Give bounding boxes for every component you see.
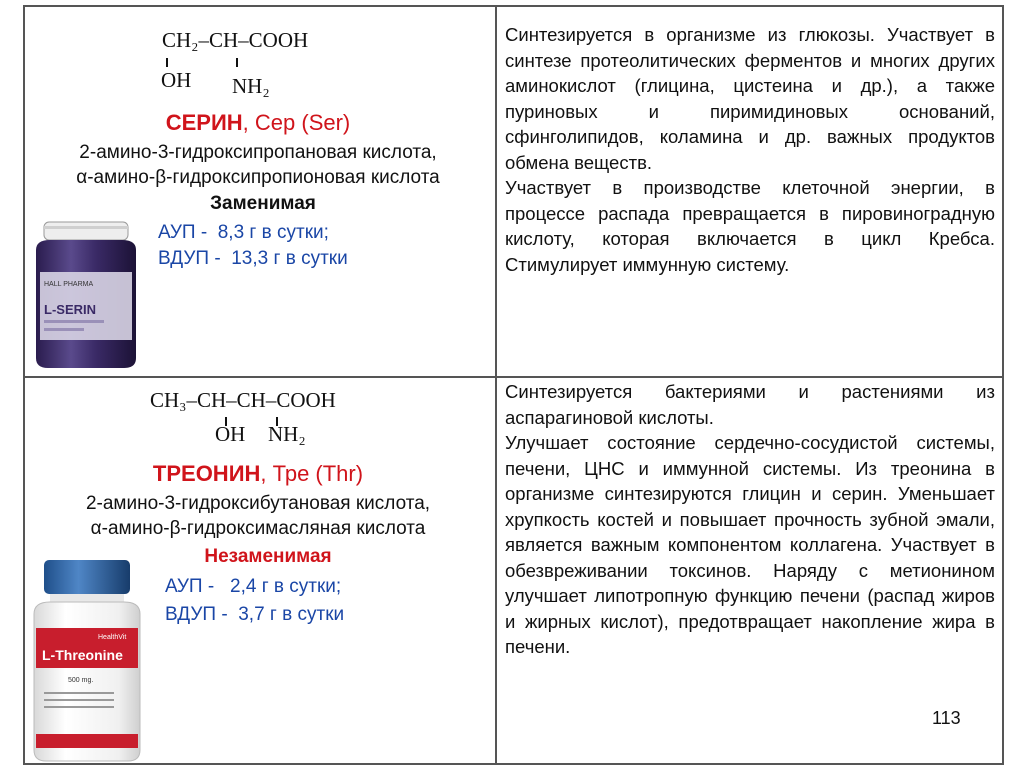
threonine-name <box>23 461 493 487</box>
threonine-name-short: , Тре (Thr) <box>260 461 364 486</box>
serine-jar-label: L-SERIN <box>44 302 96 317</box>
serine-synonym-2: α-амино-β-гидроксипропионовая кислота <box>76 167 440 188</box>
serine-jar-image <box>30 220 142 370</box>
serine-name <box>23 110 493 136</box>
serine-dose-aup: АУП - 8,3 г в сутки; <box>158 222 329 243</box>
threonine-jar-label: L-Threonine <box>42 647 123 663</box>
serine-oh-group: OH <box>161 68 192 92</box>
bond-tick <box>166 58 168 67</box>
serine-synonym-1: 2-амино-3-гидроксипропановая кислота, <box>79 142 437 163</box>
threonine-description-paragraph: Синтезируется бактериями и растениями из аспарагиновой кислоты. <box>505 381 995 428</box>
threonine-essentiality: Незаменимая <box>204 546 332 567</box>
column-divider <box>495 5 497 765</box>
threonine-jar-dose: 500 mg. <box>68 677 94 684</box>
bond-tick <box>236 58 238 67</box>
page-number: 113 <box>932 708 961 728</box>
threonine-jar-image <box>28 558 146 763</box>
threonine-dose-vdup: ВДУП - 3,7 г в сутки <box>165 604 345 625</box>
serine-dose-vdup: ВДУП - 13,3 г в сутки <box>158 248 348 269</box>
serine-description-paragraph: Участвует в производстве клеточной энергии, в процессе распада превращается в пировиноградную кислоту, которая включается в цикл Кребса. Стимулирует иммунную систему. <box>505 177 995 275</box>
threonine-dose-aup: АУП - 2,4 г в сутки; <box>165 576 342 597</box>
serine-nh2-group: NH₂ <box>232 74 270 98</box>
threonine-synonym-1: 2-амино-3-гидроксибутановая кислота, <box>85 493 431 514</box>
serine-description <box>505 22 995 277</box>
serine-jar-brand: HALL PHARMA <box>44 281 94 288</box>
threonine-oh-group: OH <box>215 422 246 446</box>
serine-formula: CH₂–CH–COOH <box>162 28 309 52</box>
serine-essentiality: Заменимая <box>210 193 316 214</box>
threonine-formula: CH₃–CH–CH–COOH <box>150 388 336 412</box>
threonine-description-paragraph: Улучшает состояние сердечно-сосудистой системы, печени, ЦНС и иммунной системы. Из треонина в организме синтезируются глицин и серин. Уменьшает хрупкость костей и повышает прочность зубной эмали, является важным компонентом коллагена. Участвует в обезвреживании токсинов. Наряду с метионином улучшает липотропную функцию печени (распад жиров и жирных кислот), предотвращает накопление жира в печени. <box>505 432 995 657</box>
serine-description-paragraph: Синтезируется в организме из глюкозы. Участвует в синтезе протеолитических ферментов и многих других аминокислот (глицина, цистеина и др.), а также пуриновых и пиримидиновых оснований, сфинголипидов, коламина и др. важных продуктов обмена веществ. <box>505 24 995 173</box>
serine-name-short: , Сер (Ser) <box>242 110 351 135</box>
threonine-description <box>505 379 995 660</box>
row-divider <box>23 376 1004 378</box>
serine-name-ru: СЕРИН <box>165 110 243 135</box>
threonine-synonym-2: α-амино-β-гидроксимасляная кислота <box>90 518 426 539</box>
threonine-jar-brand: HealthVit <box>98 634 127 641</box>
threonine-name-ru: ТРЕОНИН <box>152 461 261 486</box>
threonine-nh2-group: NH₂ <box>268 422 306 446</box>
